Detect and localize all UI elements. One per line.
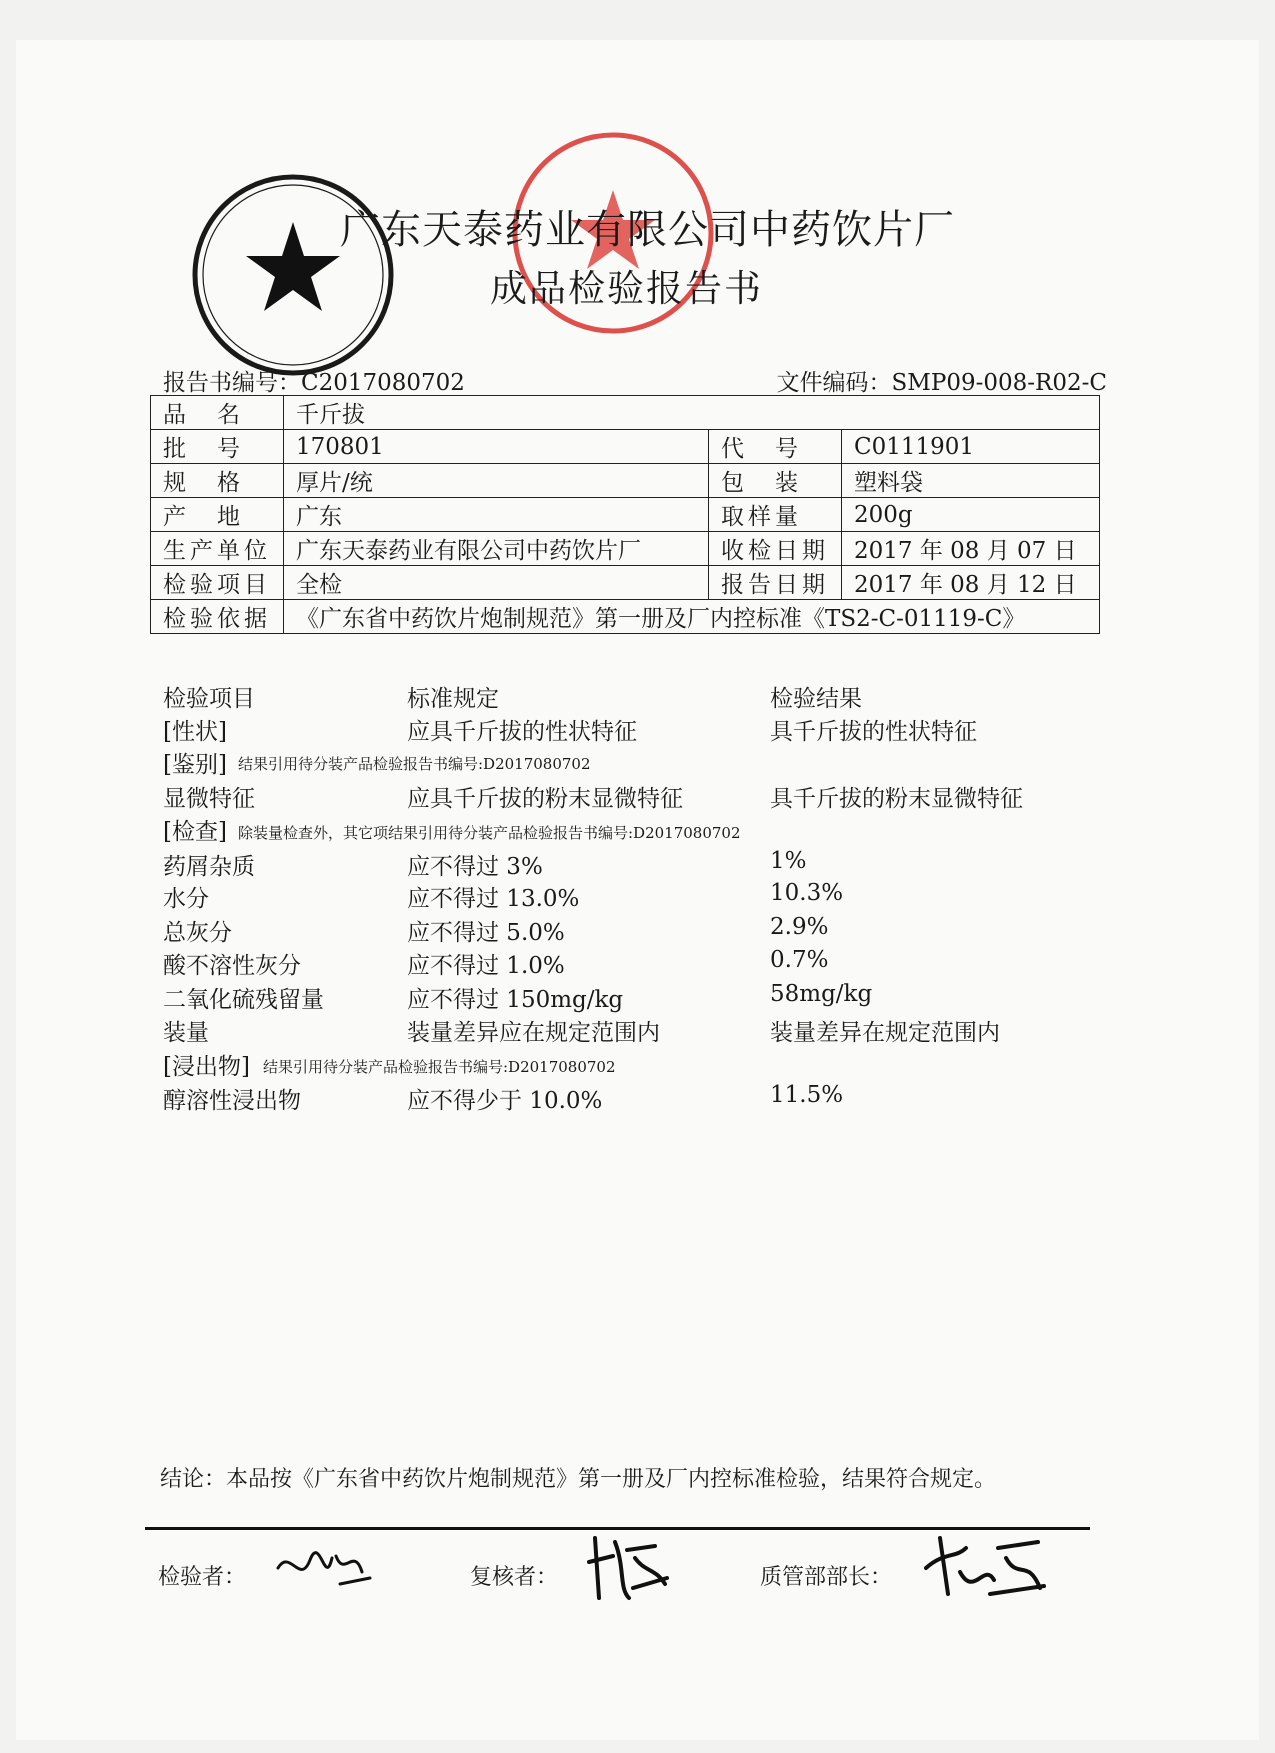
identification-label: [鉴别]	[163, 752, 227, 778]
alcohol-extract-result: 11.5%	[770, 1082, 844, 1108]
table-row	[151, 566, 1100, 600]
spec-label: 规 格	[151, 464, 284, 498]
alcohol-extract-standard: 应不得少于 10.0%	[407, 1088, 603, 1114]
qa-head-label: 质管部部长：	[760, 1565, 893, 1590]
acid-ash-result: 0.7%	[770, 947, 829, 973]
origin-label: 产 地	[151, 498, 284, 532]
table-row	[151, 498, 1100, 532]
reviewer-signature	[585, 1528, 675, 1608]
character-result: 具千斤拔的性状特征	[770, 719, 977, 745]
identification-note: 结果引用待分装产品检验报告书编号:D2017080702	[238, 755, 591, 773]
inspector-label: 检验者：	[158, 1565, 247, 1590]
character-standard: 应具千斤拔的性状特征	[407, 719, 637, 745]
so2-standard: 应不得过 150mg/kg	[407, 987, 624, 1013]
fill-result: 装量差异在规定范围内	[770, 1020, 1000, 1046]
name-label: 品 名	[151, 396, 284, 430]
total-ash-standard: 应不得过 5.0%	[407, 920, 565, 946]
table-row	[151, 600, 1100, 634]
report-title: 成品检验报告书	[490, 267, 763, 310]
check-note: 除装量检查外，其它项结果引用待分装产品检验报告书编号:D2017080702	[238, 824, 741, 842]
table-row	[151, 430, 1100, 464]
microscopic-standard: 应具千斤拔的粉末显微特征	[407, 786, 683, 812]
total-ash-label: 总灰分	[163, 920, 232, 946]
pack-value: 塑料袋	[842, 464, 1100, 498]
results-header-standard: 标准规定	[407, 686, 499, 712]
extract-label: [浸出物]	[163, 1054, 250, 1080]
check-label: [检查]	[163, 819, 227, 845]
water-label: 水分	[163, 886, 209, 912]
acid-ash-label: 酸不溶性灰分	[163, 953, 301, 979]
item-label: 检验项目	[151, 566, 284, 600]
reviewer-label: 复核者：	[470, 1565, 559, 1590]
results-header-result: 检验结果	[770, 686, 862, 712]
origin-value: 广东	[284, 498, 709, 532]
spec-value: 厚片/统	[284, 464, 709, 498]
table-row	[151, 396, 1100, 430]
water-result: 10.3%	[770, 880, 844, 906]
receive-date-value: 2017 年 08 月 07 日	[842, 532, 1100, 566]
conclusion: 结论：本品按《广东省中药饮片炮制规范》第一册及厂内控标准检验，结果符合规定。	[160, 1467, 997, 1492]
producer-value: 广东天泰药业有限公司中药饮片厂	[284, 532, 709, 566]
extract-note: 结果引用待分装产品检验报告书编号:D2017080702	[263, 1058, 616, 1076]
file-code: 文件编码：SMP09-008-R02-C	[776, 370, 1107, 396]
inspector-signature	[270, 1538, 380, 1598]
item-value: 全检	[284, 566, 709, 600]
impurity-label: 药屑杂质	[163, 854, 255, 880]
receive-date-label: 收检日期	[709, 532, 842, 566]
microscopic-label: 显微特征	[163, 786, 255, 812]
basis-value: 《广东省中药饮片炮制规范》第一册及厂内控标准《TS2-C-01119-C》	[284, 600, 1100, 634]
impurity-standard: 应不得过 3%	[407, 854, 543, 880]
company-title: 广东天泰药业有限公司中药饮片厂	[340, 207, 955, 253]
so2-result: 58mg/kg	[770, 981, 873, 1007]
sample-label: 取样量	[709, 498, 842, 532]
microscopic-result: 具千斤拔的粉末显微特征	[770, 786, 1023, 812]
water-standard: 应不得过 13.0%	[407, 886, 580, 912]
table-row	[151, 532, 1100, 566]
product-info-table	[150, 395, 1100, 634]
acid-ash-standard: 应不得过 1.0%	[407, 953, 565, 979]
report-number: 报告书编号：C2017080702	[163, 370, 465, 396]
impurity-result: 1%	[770, 848, 807, 874]
report-date-value: 2017 年 08 月 12 日	[842, 566, 1100, 600]
fill-label: 装量	[163, 1020, 209, 1046]
alcohol-extract-label: 醇溶性浸出物	[163, 1088, 301, 1114]
qa-head-signature	[920, 1528, 1050, 1608]
total-ash-result: 2.9%	[770, 914, 829, 940]
pack-label: 包 装	[709, 464, 842, 498]
fill-standard: 装量差异应在规定范围内	[407, 1020, 660, 1046]
character-label: [性状]	[163, 719, 227, 745]
name-value: 千斤拔	[284, 396, 1100, 430]
table-row	[151, 464, 1100, 498]
batch-label: 批 号	[151, 430, 284, 464]
batch-value: 170801	[284, 430, 709, 464]
code-label: 代 号	[709, 430, 842, 464]
basis-label: 检验依据	[151, 600, 284, 634]
report-date-label: 报告日期	[709, 566, 842, 600]
code-value: C0111901	[842, 430, 1100, 464]
sample-value: 200g	[842, 498, 1100, 532]
producer-label: 生产单位	[151, 532, 284, 566]
so2-label: 二氧化硫残留量	[163, 987, 324, 1013]
results-header-item: 检验项目	[163, 686, 255, 712]
